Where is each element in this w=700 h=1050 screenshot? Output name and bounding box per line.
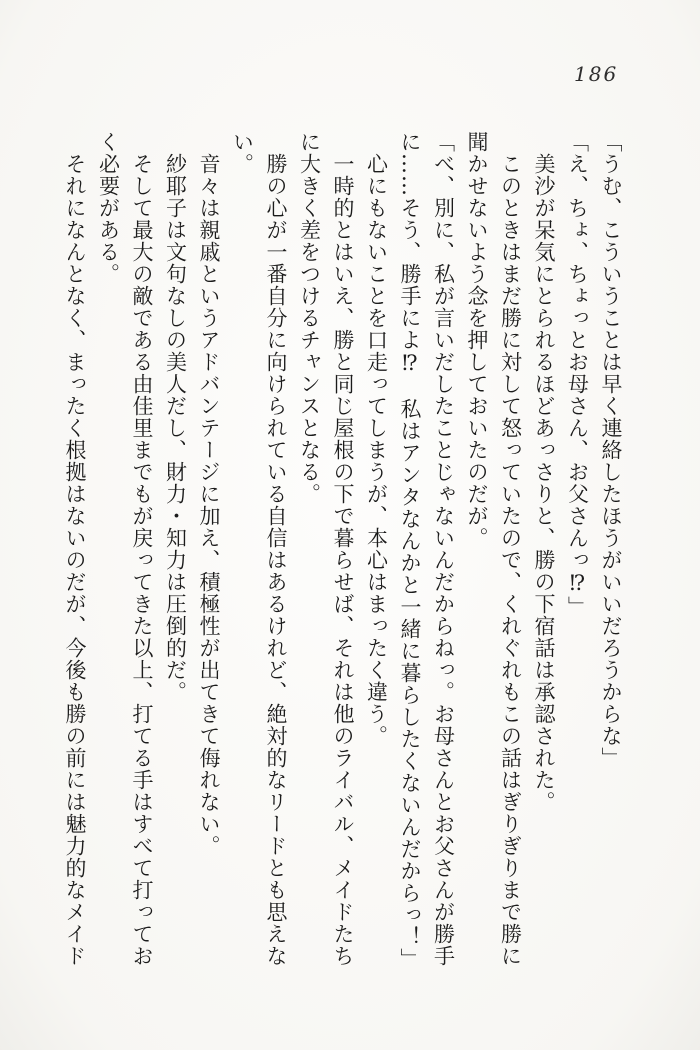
text-column: 聞かせないよう念を押しておいたのだが。	[465, 131, 489, 549]
text-column: 美沙が呆気にとられるほどあっさりと、勝の下宿話は承認された。	[532, 153, 556, 813]
page-number: 186	[574, 62, 619, 86]
text-column: このときはまだ勝に対して怒っていたので、くれぐれもこの話はぎりぎりまで勝に	[498, 153, 523, 967]
text-column: 紗耶子は文句なしの美人だし、財力・知力は圧倒的だ。	[163, 153, 188, 703]
text-column: そして最大の敵である由佳里までもが戻ってきた以上、打てる手はすべて打ってお	[130, 153, 154, 967]
text-column: に……そう、勝手によ⁉ 私はアンタなんかと一緒に暮らしたくないんだからっ！」	[398, 131, 422, 970]
vertical-text-block	[57, 131, 627, 979]
text-column: 「べ、別に、私が言いだしたことじゃないんだからねっ。お母さんとお父さんが勝手	[431, 131, 456, 967]
text-column: に大きく差をつけるチャンスとなる。	[297, 131, 322, 505]
text-column: 勝の心が一番自分に向けられている自信はあるけれど、絶対的なリードとも思えな	[264, 153, 288, 967]
text-column: 一時的とはいえ、勝と同じ屋根の下で暮らせば、それは他のライバル、メイドたち	[331, 153, 355, 967]
text-column: 音々は親戚というアドバンテージに加え、積極性が出てきて侮れない。	[197, 153, 221, 857]
text-column: い。	[230, 131, 255, 175]
text-column: それになんとなく、まったく根拠はないのだが、今後も勝の前には魅力的なメイド	[63, 153, 87, 967]
text-column: 心にもないことを口走ってしまうが、本心はまったく違う。	[364, 153, 389, 747]
text-column: く必要がある。	[96, 131, 121, 285]
text-column: 「うむ、こういうことは早く連絡したほうがいいだろうからな」	[599, 131, 623, 769]
text-column: 「え、ちょ、ちょっとお母さん、お父さんっ⁉」	[565, 131, 590, 618]
